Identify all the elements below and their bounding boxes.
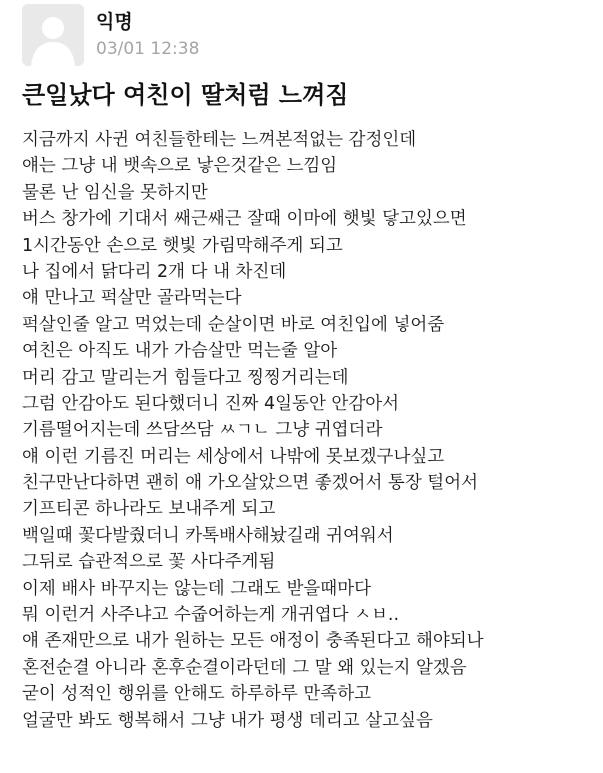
post-title: 큰일났다 여친이 딸처럼 느껴짐 [22,81,349,109]
post-body-line: 머리 감고 말리는거 힘들다고 찡찡거리는데 [22,367,349,388]
post-body-line: 친구만난다하면 괜히 애 가오살았으면 좋겠어서 통장 털어서 [22,473,478,494]
post-body-line: 그뒤로 습관적으로 꽃 사다주게됨 [22,552,276,573]
post-body-line: 얘 만나고 퍽살만 골라먹는다 [22,288,242,309]
post-body-line: 퍽살인줄 알고 먹었는데 순살이면 바로 여친입에 넣어줌 [22,314,445,335]
post-body-line: 지금까지 사귄 여친들한테는 느껴본적없는 감정인데 [22,130,417,150]
post-body-line: 굳이 성적인 행위를 안해도 하루하루 만족하고 [22,684,372,705]
post-header [22,4,199,66]
post-body-line: 기프티콘 하나라도 보내주게 되고 [22,499,276,520]
post-body-line: 얘 이런 기름진 머리는 세상에서 나밖에 못보겠구나싶고 [22,446,445,467]
post-body-line: 뭐 이런거 사주냐고 수줍어하는게 개귀엽다 ㅅㅂ.. [22,605,400,626]
post-body-line: 백일때 꽃다발줬더니 카톡배사해놨길래 귀여워서 [22,525,394,546]
default-user-avatar-icon [22,4,84,66]
post-body-line: 물론 난 임신을 못하지만 [22,182,208,203]
post-body-line: 혼전순결 아니라 혼후순결이라던데 그 말 왜 있는지 알겠음 [22,657,467,678]
post-body-line: 이제 배사 바꾸지는 않는데 그래도 받을때마다 [22,578,372,599]
post-body-line: 버스 창가에 기대서 쌔근쌔근 잘때 이마에 햇빛 닿고있으면 [22,209,467,230]
post-meta [96,9,199,61]
post-body-line: 얼굴만 봐도 행복해서 그냥 내가 평생 데리고 살고싶음 [22,710,433,731]
post-timestamp: 03/01 12:38 [96,39,200,59]
post-body-line: 그럼 안감아도 된다했더니 진짜 4일동안 안감아서 [22,393,400,414]
post-body-line: 얘는 그냥 내 뱃속으로 낳은것같은 느낌임 [22,156,338,177]
post-body [22,127,484,734]
post-body-line: 1시간동안 손으로 햇빛 가림막해주게 되고 [22,235,343,256]
post-body-line: 나 집에서 닭다리 2개 다 내 차진데 [22,261,287,282]
avatar[interactable] [22,4,84,66]
post-body-line: 얘 존재만으로 내가 원하는 모든 애정이 충족된다고 해야되나 [22,631,484,652]
post-body-line: 여친은 아직도 내가 가슴살만 먹는줄 알아 [22,341,338,362]
author-name[interactable]: 익명 [96,11,133,33]
post-body-line: 기름떨어지는데 쓰담쓰담 ㅆㄱㄴ 그냥 귀엽더라 [22,420,383,441]
